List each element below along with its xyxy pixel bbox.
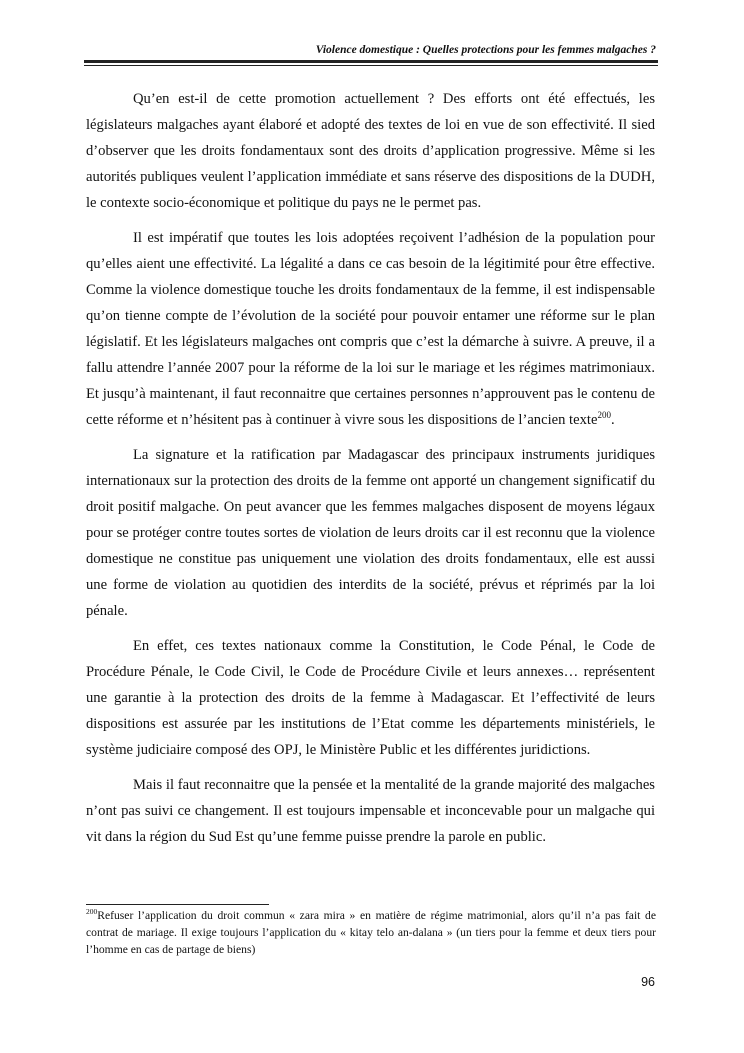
- footnote-separator: [86, 904, 269, 905]
- footnote: [86, 907, 656, 958]
- running-header-title: Violence domestique : Quelles protections pour les femmes malgaches ?: [315, 44, 656, 56]
- paragraph-1: Qu’en est-il de cette promotion actuellement ? Des efforts ont été effectués, les législateurs malgaches ayant élaboré et adopté des textes de loi en vue de son effectivité. Il sied d’observer que les droits fondamentaux sont des droits d’application progressive. Même si les autorités publiques veulent l’application immédiate et sans réserve des dispositions de la DUDH, le contexte socio-économique et politique du pays ne le permet pas.: [86, 91, 655, 211]
- footnote-text: Refuser l’application du droit commun « zara mira » en matière de régime matrimonial, alors qu’il n’a pas fait de contrat de mariage. Il exige toujours l’application du « kitay telo an-dalana » (un tiers pour la femme et deux tiers pour l’homme en cas de partage de biens): [86, 909, 656, 956]
- paragraph-4: En effet, ces textes nationaux comme la Constitution, le Code Pénal, le Code de Procédure Pénale, le Code Civil, le Code de Procédure Civile et leurs annexes… représentent une garantie à la protection des droits de la femme à Madagascar. Et l’effectivité de leurs dispositions est assurée par les institutions de l’Etat comme les départements ministériels, le système judiciaire composé des OPJ, le Ministère Public et les différentes juridictions.: [86, 638, 655, 758]
- footnote-reference: 200: [597, 410, 611, 420]
- body-text: [86, 86, 655, 859]
- paragraph-2-text: Il est impératif que toutes les lois adoptées reçoivent l’adhésion de la population pour qu’elles aient une effectivité. La légalité a dans ce cas besoin de la légitimité pour être effective. Comme la violence domestique touche les droits fondamentaux de la femme, il est indispensable qu’on tienne compte de l’évolution de la société pour pouvoir entamer une réforme sur le plan législatif. Et les législateurs malgaches ont compris que c’est la démarche à suivre. A preuve, il a fallu attendre l’année 2007 pour la réforme de la loi sur le mariage et les régimes matrimoniaux. Et jusqu’à maintenant, il faut reconnaitre que certaines personnes n’approuvent pas le contenu de cette réforme et n’hésitent pas à continuer à vivre sous les dispositions de l’ancien texte: [86, 230, 655, 428]
- paragraph-3: La signature et la ratification par Madagascar des principaux instruments juridiques internationaux sur la protection des droits de la femme ont apporté un changement significatif du droit positif malgache. On peut avancer que les femmes malgaches disposent de moyens légaux pour se protéger contre toutes sortes de violation de leurs droits car il est reconnu que la violence domestique ne constitue pas uniquement une violation des droits fondamentaux, elle est aussi une forme de violation au quotidien des interdits de la société, prévus et réprimés par la loi pénale.: [86, 447, 655, 619]
- header-rule: [84, 60, 658, 63]
- paragraph-5: Mais il faut reconnaitre que la pensée et la mentalité de la grande majorité des malgaches n’ont pas suivi ce changement. Il est toujours impensable et inconcevable pour un malgache qui vit dans la région du Sud Est qu’une femme puisse prendre la parole en public.: [86, 777, 655, 845]
- paragraph-2-end: .: [610, 412, 615, 428]
- header-rule-thin: [84, 65, 658, 66]
- footnote-number: 200: [86, 907, 98, 916]
- paragraph-2: [86, 225, 655, 433]
- page-number: 96: [641, 975, 655, 989]
